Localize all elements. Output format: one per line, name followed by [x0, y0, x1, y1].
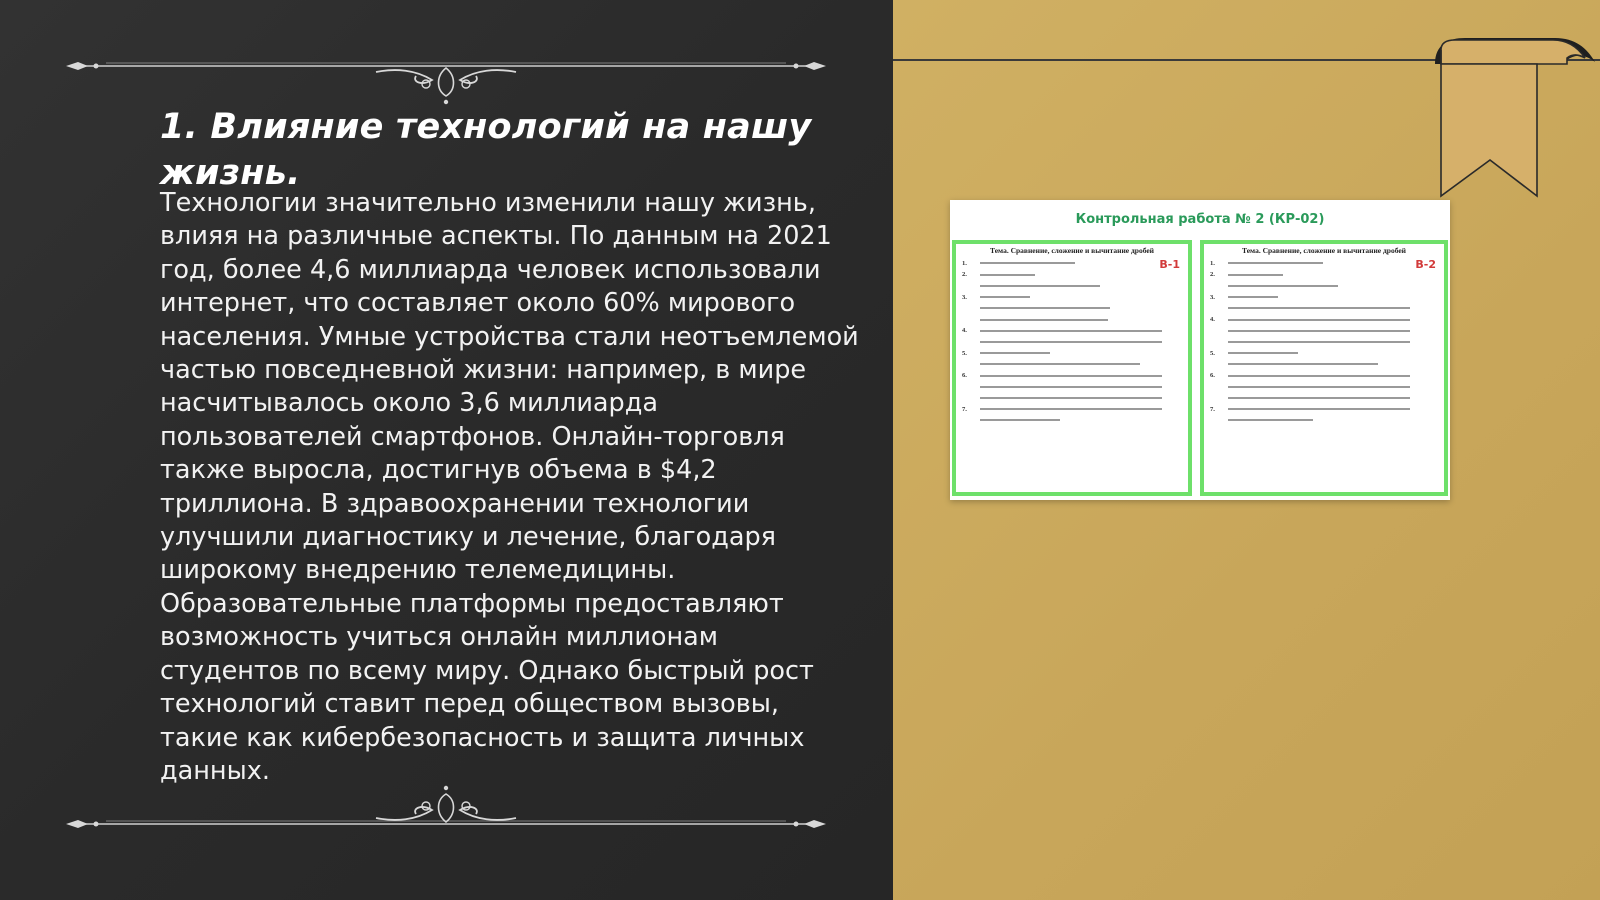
task-line: 6. — [962, 372, 1162, 379]
variant-topic: Тема. Сравнение, сложение и вычитание дробей — [989, 246, 1155, 255]
task-line — [962, 361, 1162, 368]
task-line: 7. — [962, 406, 1162, 413]
task-line — [962, 282, 1162, 289]
task-line — [962, 316, 1162, 323]
task-line — [1210, 361, 1410, 368]
task-line: 3. — [1210, 294, 1410, 301]
variant-tasks-illegible — [962, 260, 1162, 428]
task-line — [1210, 327, 1410, 334]
task-line: 2. — [1210, 271, 1410, 278]
document-title: Контрольная работа № 2 (КР-02) — [1075, 212, 1325, 227]
task-line: 3. — [962, 294, 1162, 301]
slide-body-text: Технологии значительно изменили нашу жизнь, влияя на различные аспекты. По данным на 2021 год, более 4,6 миллиарда человек использовали интернет, что составляет около 60% мирового населения. Умные устройства стали неотъемлемой частью повседневной жизни: например, в мире насчитывалось около 3,6 миллиарда пользователей смартфонов. Онлайн-торговля также выросла, достигнув объема в $4,2 триллиона. В здравоохранении технологии улучшили диагностику и лечение, благодаря широкому внедрению телемедицины. Образовательные платформы предоставляют возможность учиться онлайн миллионам студентов по всему миру. Однако быстрый рост технологий ставит перед обществом вызовы, такие как кибербезопасность и защита личных данных. — [160, 188, 859, 786]
task-line — [1210, 338, 1410, 345]
variant-label: В-2 — [1415, 258, 1436, 271]
task-line — [1210, 417, 1410, 424]
variant-tasks-illegible — [1210, 260, 1410, 428]
task-line — [1210, 282, 1410, 289]
bookmark-ribbon-icon — [1435, 34, 1600, 204]
task-line: 2. — [962, 271, 1162, 278]
task-line: 5. — [1210, 350, 1410, 357]
task-line — [1210, 383, 1410, 390]
task-line — [962, 394, 1162, 401]
top-ornament-divider — [66, 46, 826, 106]
task-line: 4. — [1210, 316, 1410, 323]
variant-2-panel — [1200, 240, 1448, 496]
task-line — [962, 417, 1162, 424]
variant-1-panel — [952, 240, 1192, 496]
task-line — [962, 305, 1162, 312]
task-line — [1210, 305, 1410, 312]
task-line: 1. — [1210, 260, 1410, 267]
task-line: 6. — [1210, 372, 1410, 379]
bottom-ornament-divider — [66, 778, 826, 838]
task-line — [962, 338, 1162, 345]
task-line: 1. — [962, 260, 1162, 267]
task-line: 5. — [962, 350, 1162, 357]
task-line — [962, 383, 1162, 390]
variant-topic: Тема. Сравнение, сложение и вычитание дробей — [1241, 246, 1407, 255]
variant-label: В-1 — [1159, 258, 1180, 271]
task-line: 7. — [1210, 406, 1410, 413]
task-line — [1210, 394, 1410, 401]
document-image — [950, 200, 1450, 500]
task-line: 4. — [962, 327, 1162, 334]
slide-title: 1. Влияние технологий на нашу жизнь. — [160, 107, 812, 193]
